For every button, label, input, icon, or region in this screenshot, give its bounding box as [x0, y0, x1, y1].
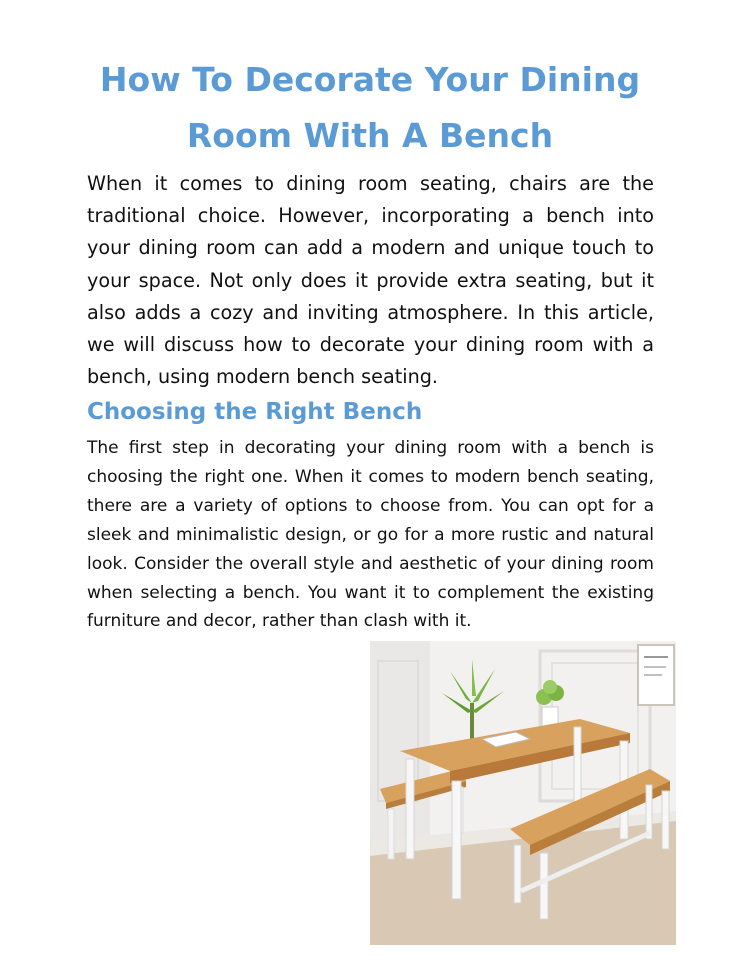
section-body: The first step in decorating your dining room with a bench is choosing the right one. When it comes to modern bench seating, there are a variety of options to choose from. You can opt for a sleek and minimalistic design, or go for a more rustic and natural look. Consider the overall style and aesthetic of your dining room when selecting a bench. You want it to complement the existing furniture and decor, rather than clash with it. [87, 438, 654, 632]
section-heading: Choosing the Right Bench [87, 399, 423, 425]
intro-paragraph: When it comes to dining room seating, chairs are the traditional choice. However, incorporating a bench into your dining room can add a modern and unique touch to your space. Not only does it provide extra seating, but it also adds a cozy and inviting atmosphere. In this article, we will discuss how to decorate your dining room with a bench, using modern bench seating. [87, 172, 654, 389]
dining-bench-photo [370, 641, 676, 945]
page-title: How To Decorate Your Dining Room With A Bench [99, 60, 641, 155]
dining-table-bench-illustration [370, 641, 676, 945]
